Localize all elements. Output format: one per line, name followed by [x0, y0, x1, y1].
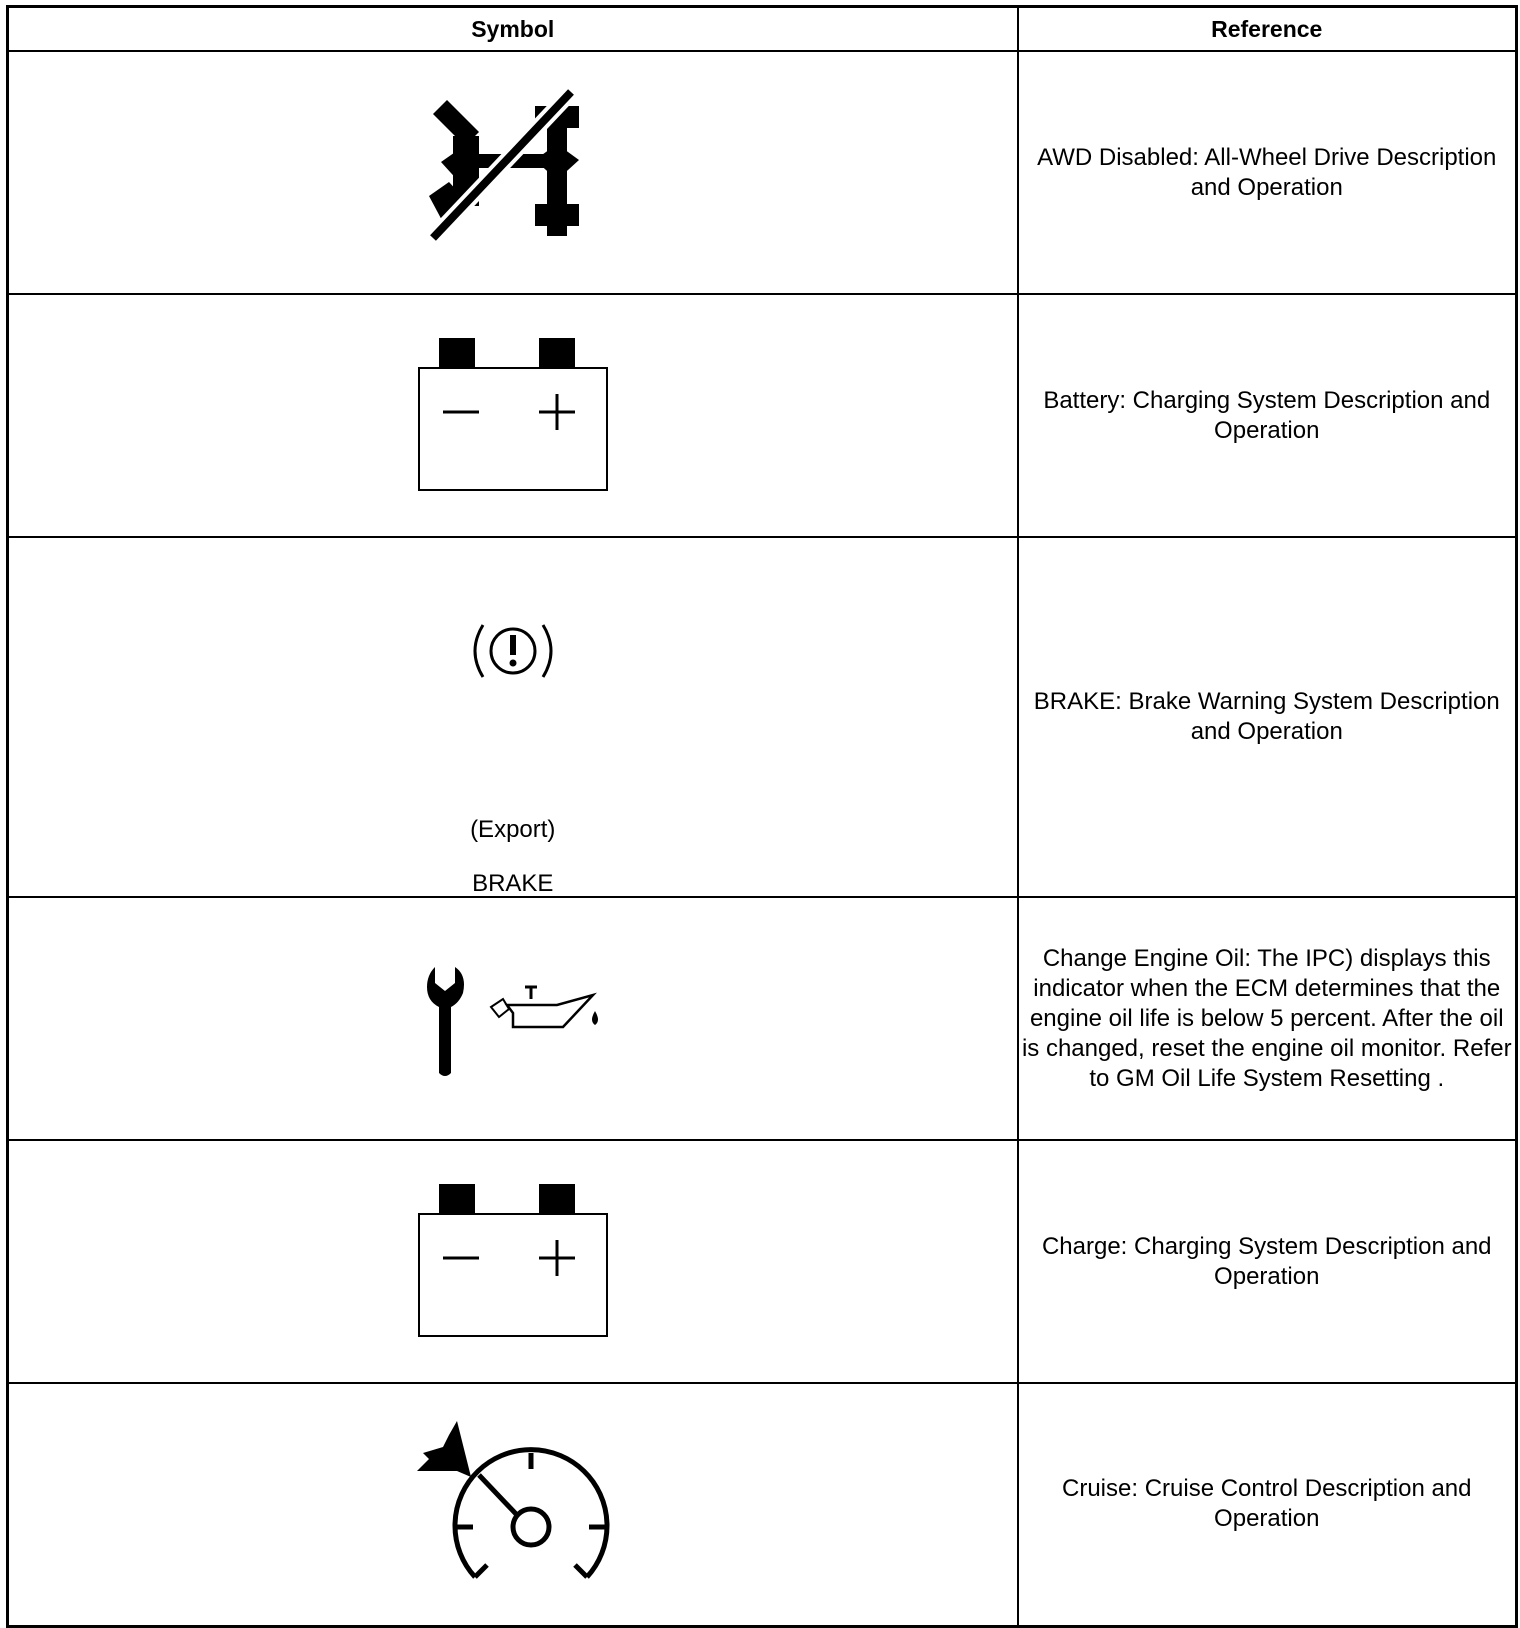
table-row: [8, 1140, 1517, 1383]
symbol-cell: [8, 294, 1018, 537]
brake-warning-icon: [465, 621, 561, 681]
table-row: [8, 1383, 1517, 1626]
reference-cell: Battery: Charging System Description and Operation: [1018, 294, 1517, 537]
reference-cell: Charge: Charging System Description and Operation: [1018, 1140, 1517, 1383]
symbol-cell: [8, 1140, 1018, 1383]
battery-icon: [415, 1184, 611, 1340]
reference-cell: Cruise: Cruise Control Description and Operation: [1018, 1383, 1517, 1626]
symbol-column-header: Symbol: [8, 7, 1018, 52]
reference-cell: Change Engine Oil: The IPC) displays this indicator when the ECM determines that the engine oil life is below 5 percent. After the oil is changed, reset the engine oil monitor. Refer to GM Oil Life System Resetting .: [1018, 897, 1517, 1140]
table-row: [8, 294, 1517, 537]
brake-export-caption: (Export): [470, 816, 556, 843]
header-row: [8, 7, 1517, 52]
table-row: [8, 897, 1517, 1140]
reference-cell: BRAKE: Brake Warning System Description and Operation: [1018, 537, 1517, 897]
symbol-cell: [8, 51, 1018, 294]
table-row: [8, 537, 1517, 897]
battery-icon: [415, 338, 611, 494]
symbol-cell: [8, 897, 1018, 1140]
change-engine-oil-icon: [423, 961, 603, 1077]
symbol-reference-table: [6, 5, 1518, 1628]
awd-disabled-icon: [423, 88, 603, 258]
reference-column-header: Reference: [1018, 7, 1517, 52]
cruise-control-icon: [413, 1421, 613, 1587]
reference-cell: AWD Disabled: All-Wheel Drive Description and Operation: [1018, 51, 1517, 294]
symbol-cell: [8, 537, 1018, 897]
table-row: [8, 51, 1517, 294]
symbol-cell: [8, 1383, 1018, 1626]
brake-caption: BRAKE: [472, 870, 554, 897]
